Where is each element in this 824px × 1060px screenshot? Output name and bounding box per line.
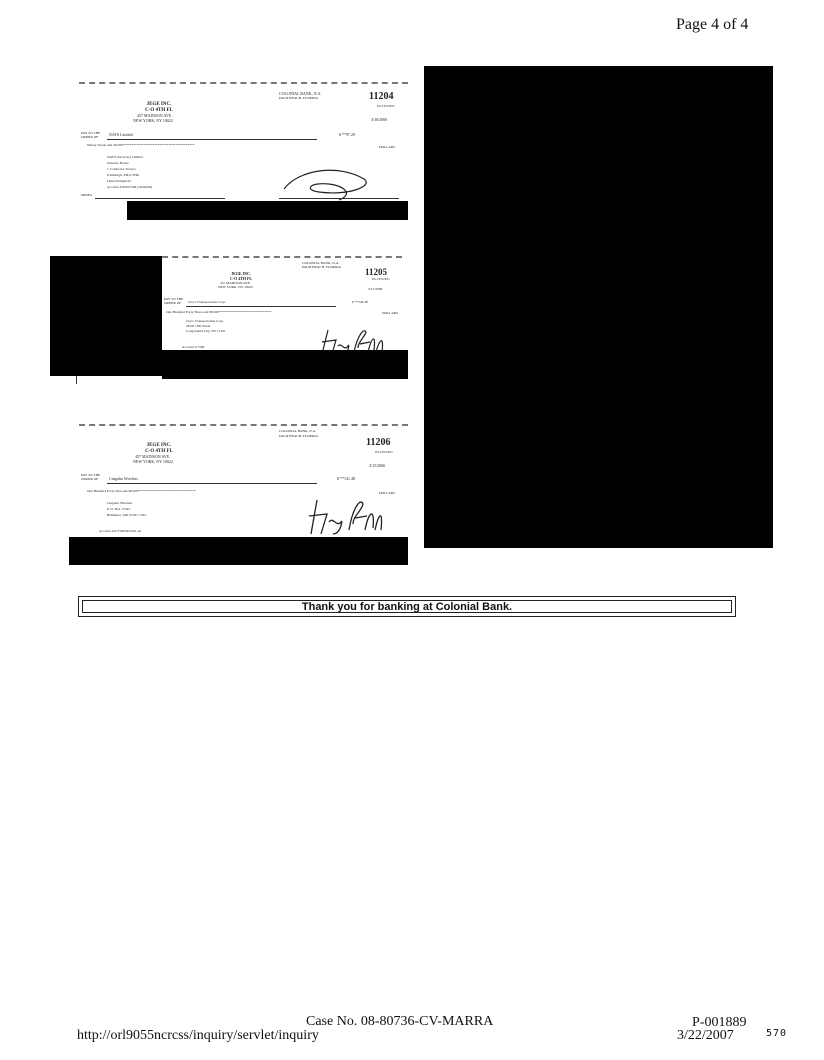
payee-address-line: United Kingdom [107,179,131,183]
redaction-bar-check-1 [127,201,408,220]
bank-name: COLONIAL BANK, N.A. [279,91,322,96]
payee-address-line: Cingular Wireless [107,501,133,505]
routing-number: 63-1352/631 [372,277,390,281]
bank-name: COLONIAL BANK, N.A. [302,261,340,265]
case-number: Case No. 08-80736-CV-MARRA [306,1014,494,1029]
payee-name: Cingular Wireless [109,476,138,481]
company-name: JEGE INC. [146,443,172,448]
check-image-11204 [79,82,408,220]
bank-location: PALM BEACH, FLORIDA [302,265,342,269]
payee-address-line: Account # 00027504 (10/04/06) [107,185,153,189]
bank-location: PALM BEACH, FLORIDA [279,96,319,100]
company-name: JEGE INC. [231,271,251,276]
memo-line [95,198,225,199]
company-address-line-3: NEW YORK, NY 10022 [133,118,173,123]
check-number: 11206 [366,437,391,448]
check-date: 3/15/2006 [368,287,383,291]
pay-to-label: PAY TO THE ORDER OF [81,473,101,481]
company-address-line-2: 457 MADISON AVE. [135,454,171,459]
payee-address-line: P. O. Box 17542 [107,507,131,511]
company-address-line-2: 457 MADISON AVE. [220,281,251,285]
check-number: 11205 [365,267,388,277]
payee-line [186,306,336,307]
routing-number: 63-1352/631 [375,450,393,454]
payee-address-line: Osborne House [107,161,129,165]
company-address-line-1: C-O 4TH FL [229,276,253,281]
amount-in-words: Ninety-Seven and 29/100***************************************** [87,143,195,147]
memo-account: Account # 017586342-001-42 [99,529,142,533]
routing-number: 63-1352/631 [377,104,395,108]
source-url: http://orl9055ncrcss/inquiry/servlet/inquiry [77,1028,319,1043]
redaction-bar-check-3 [69,537,408,565]
redaction-block-right [424,66,773,548]
page-edge-mark [76,376,77,384]
bank-location: PALM BEACH, FLORIDA [279,434,319,438]
check-date: 3/15/2006 [369,463,386,468]
payee-address-line: NATS (Services) Limited [107,155,143,159]
bank-thank-you-banner [78,596,736,617]
dollars-label: DOLLARS [379,145,396,149]
payee-address-line: Baltimore, MD 21297-1542 [107,513,147,517]
amount-in-words: One Hundred Forty Three and 38/100****************************** [166,310,272,314]
check-amount: $ **97.29 [339,132,355,137]
memo-account: Account # 7560 [182,345,205,349]
check-date: 3/10/2006 [371,117,388,122]
company-address-line-1: C-O 4TH FL [145,108,173,113]
memo-label: MEMO [81,193,92,197]
redaction-block-check-2-left [50,256,162,376]
bank-name: COLONIAL BANK, N.A. [279,429,317,433]
dollars-label: DOLLARS [379,491,396,495]
payee-address-line: 1-5 Osborne Terrace [107,167,136,171]
check-amount: $ **141.48 [337,476,355,481]
payee-address-line: Long Island City, NY 11101 [186,329,226,333]
check-amount: $ **744.38 [352,300,368,304]
redaction-bar-check-2 [162,350,408,379]
signature-image [279,164,379,204]
company-address-line-3: NEW YORK, NY 10022 [218,285,253,289]
amount-in-words: One Hundred Forty-One and 48/100********************************* [87,489,196,493]
page-stamp: 570 [766,1028,788,1039]
payee-address-line: 28-00 15th Street [186,324,211,328]
page-number-label: Page 4 of 4 [676,16,749,33]
payee-name: NATS Limited [109,132,133,137]
check-image-11205 [162,256,402,358]
company-address-line-3: NEW YORK, NY 10022 [133,459,173,464]
payee-address-line: Cisco Transportation Corp. [186,319,225,323]
payee-line [107,139,317,140]
print-date: 3/22/2007 [677,1028,734,1043]
bates-number: P-001889 [692,1015,747,1030]
company-name: JEGE INC. [146,102,172,107]
payee-name: Cisco Transportation Corp. [188,300,227,304]
dollars-label: DOLLARS [382,311,399,315]
payee-address-line: Edinburgh, EH12 5HG [107,173,140,177]
company-address-line-1: C-O 4TH FL [145,449,173,454]
banner-text: Thank you for banking at Colonial Bank. [82,600,732,613]
pay-to-label: PAY TO THE ORDER OF [81,131,101,139]
payee-line [107,483,317,484]
check-image-11206 [79,424,408,555]
check-number: 11204 [369,91,394,102]
company-address-line-2: 457 MADISON AVE. [137,113,173,118]
signature-image [305,494,385,538]
pay-to-label: PAY TO THE ORDER OF [164,297,184,305]
